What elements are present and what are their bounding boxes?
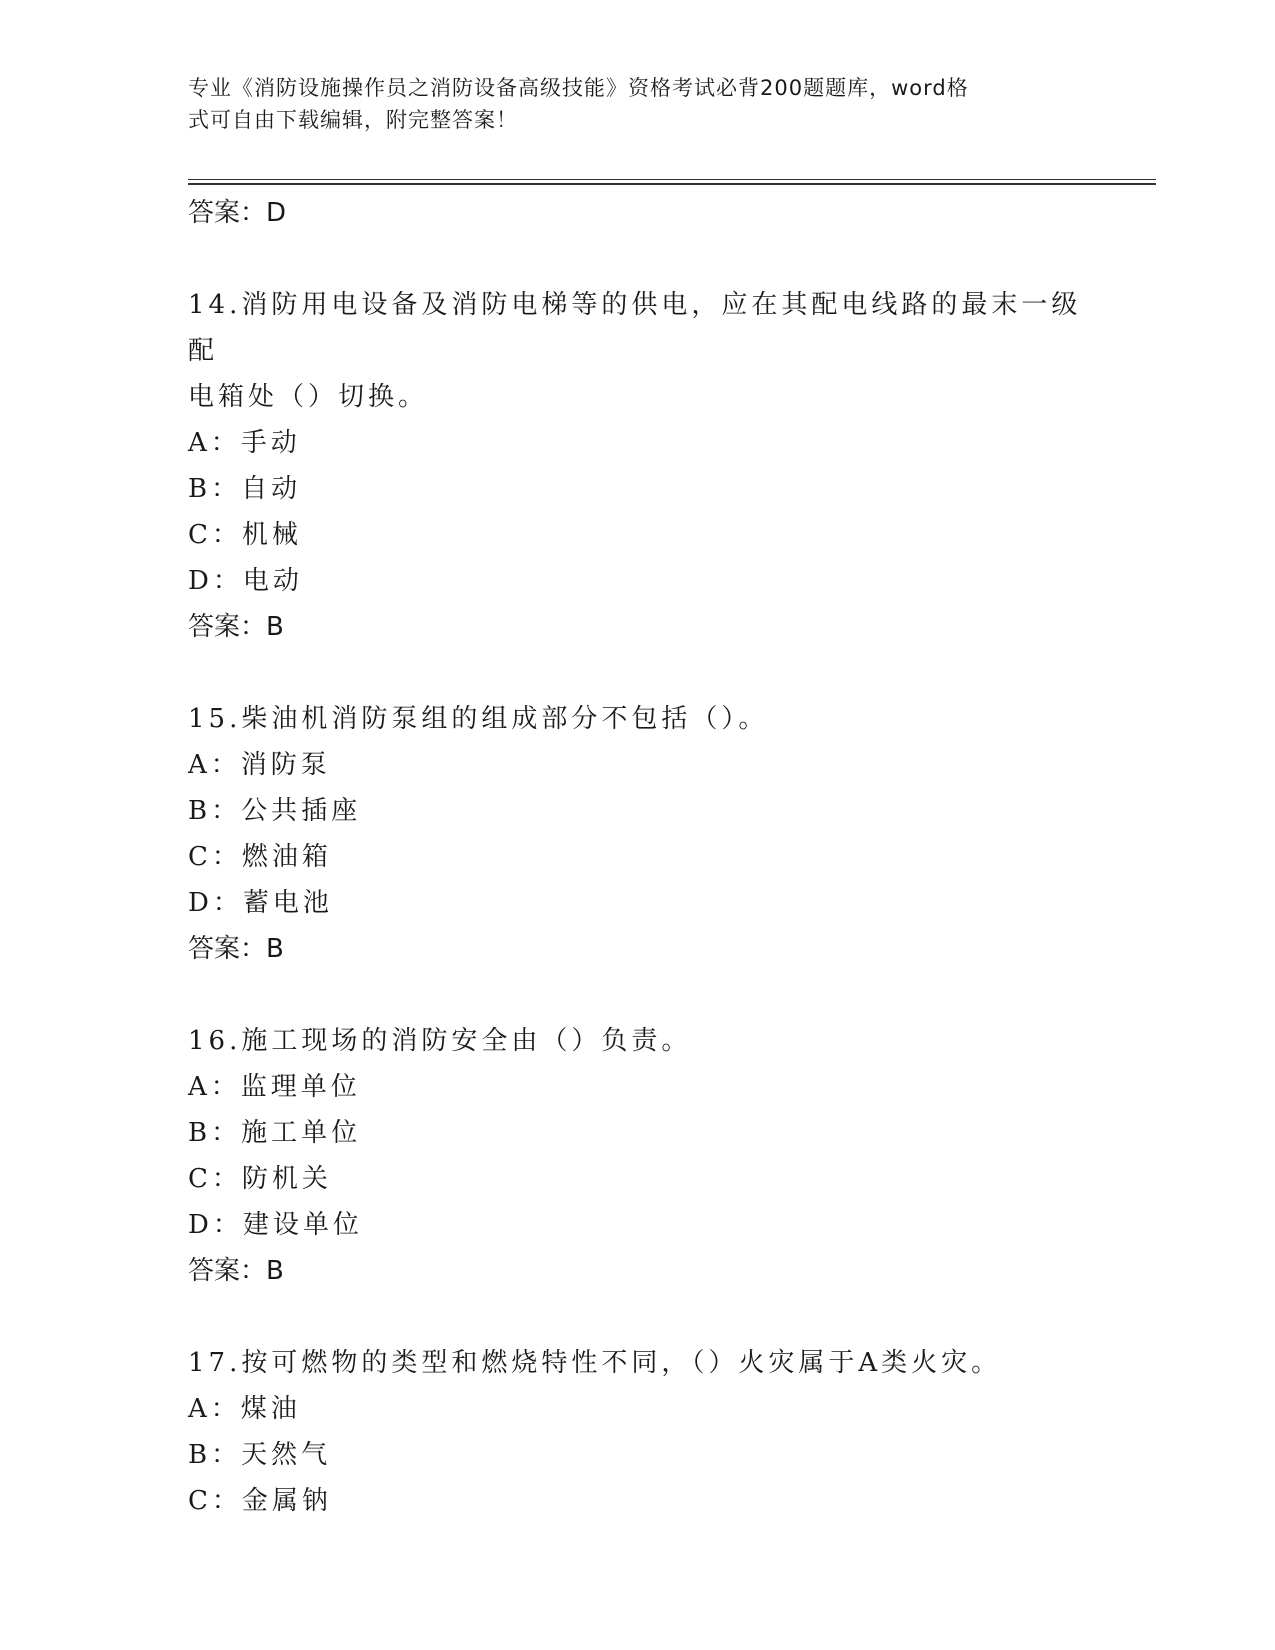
header-line-2: 式可自由下载编辑，附完整答案！ [188,108,518,132]
option-d: D：蓄电池 [188,888,333,918]
question-text: 16.施工现场的消防安全由（）负责。 [188,1026,692,1056]
question-14 [188,282,1088,650]
header-line-1: 专业《消防设施操作员之消防设备高级技能》资格考试必背200题题库，word格 [188,76,969,100]
option-b: B：自动 [188,474,302,504]
option-c: C：机械 [188,520,302,550]
option-d: D：建设单位 [188,1210,363,1240]
option-c: C：金属钠 [188,1486,332,1516]
answer-line: 答案：D [188,198,287,228]
option-a: A：煤油 [188,1394,301,1424]
question-text: 15.柴油机消防泵组的组成部分不包括（）。 [188,704,769,734]
question-text: 17.按可燃物的类型和燃烧特性不同，（）火灾属于A类火灾。 [188,1348,1002,1378]
option-b: B：施工单位 [188,1118,362,1148]
question-text-line: 14.消防用电设备及消防电梯等的供电，应在其配电线路的最末一级配 [188,290,1082,366]
header-rule-thick [188,183,1156,185]
option-c: C：防机关 [188,1164,332,1194]
question-text-line: 电箱处（）切换。 [188,382,429,412]
option-b: B：公共插座 [188,796,362,826]
question-17 [188,1340,1088,1524]
question-16 [188,1018,1088,1294]
question-text [188,282,1088,420]
answer-line: 答案：B [188,612,284,642]
question-15 [188,696,1088,972]
document-header [188,72,1068,136]
option-a: A：监理单位 [188,1072,361,1102]
option-d: D：电动 [188,566,303,596]
answer-line: 答案：B [188,1256,284,1286]
option-c: C：燃油箱 [188,842,332,872]
option-b: B：天然气 [188,1440,332,1470]
option-a: A：消防泵 [188,750,331,780]
answer-line: 答案：B [188,934,284,964]
question-list [188,190,1088,1524]
option-a: A：手动 [188,428,301,458]
header-rule-thin [188,179,1156,180]
